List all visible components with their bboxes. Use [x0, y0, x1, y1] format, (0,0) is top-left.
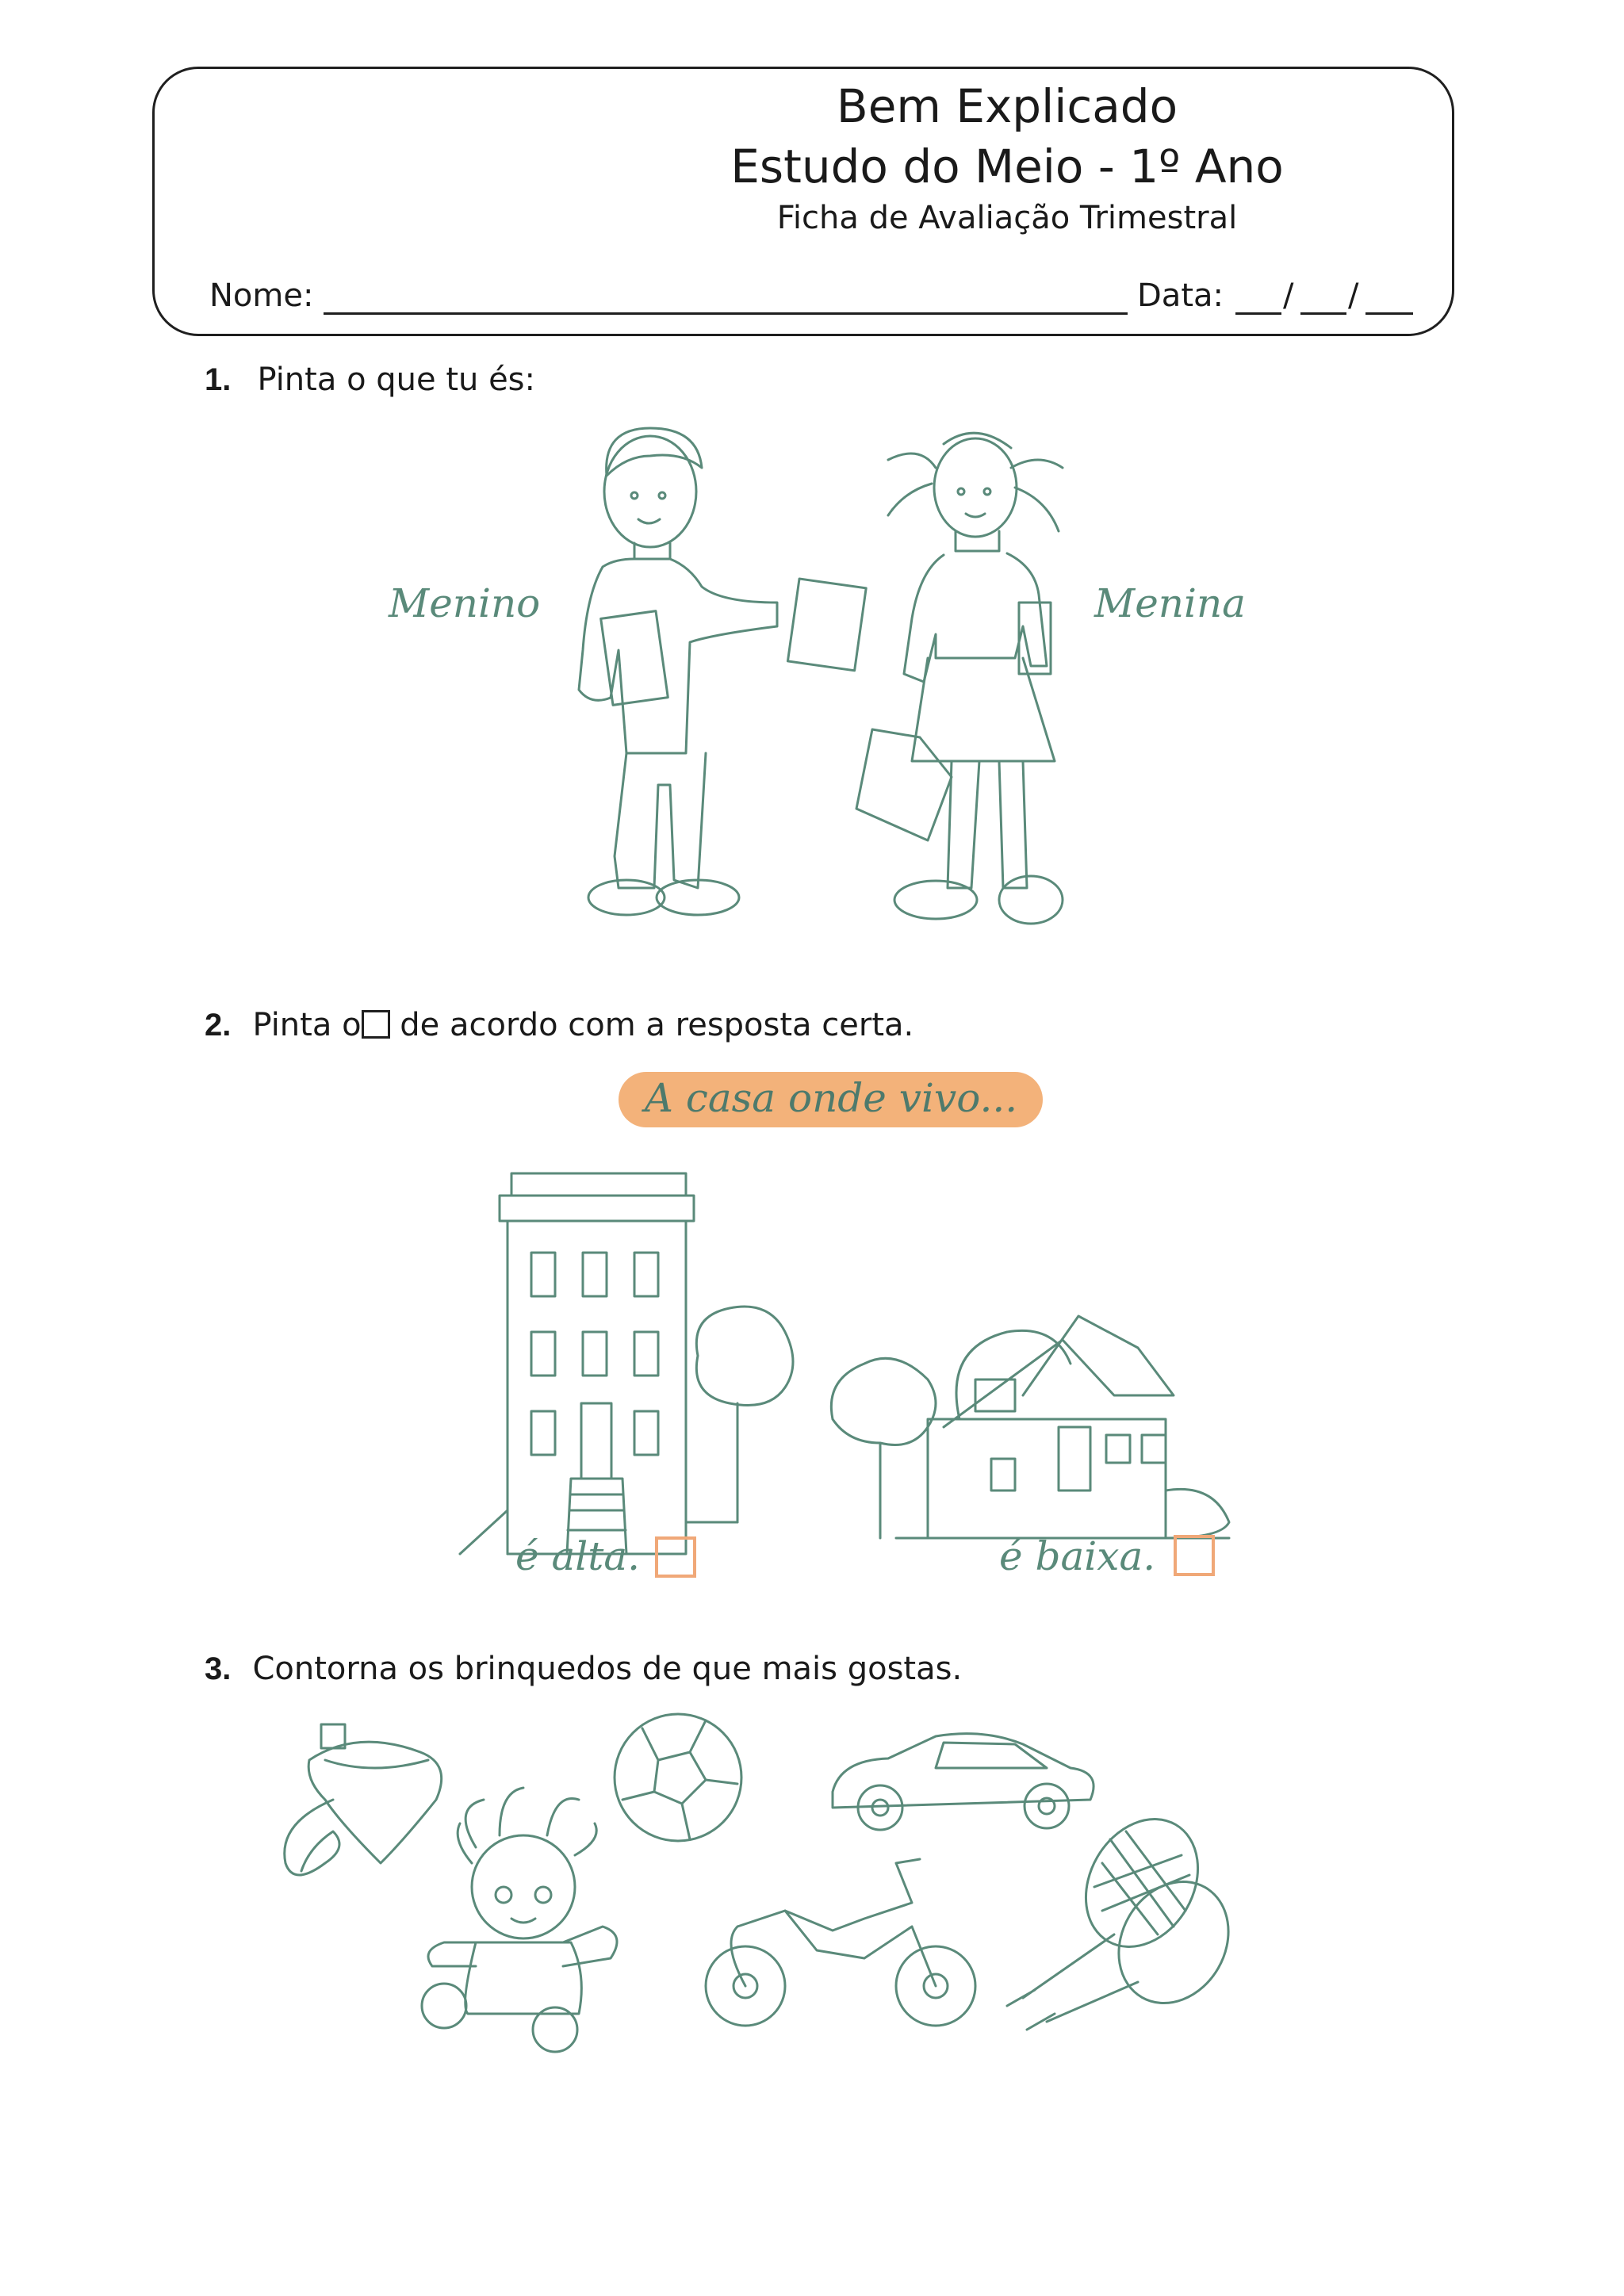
worksheet-title: Bem Explicado — [836, 79, 1178, 133]
question-number: 1. — [205, 362, 232, 397]
girl-figure[interactable] — [856, 433, 1063, 924]
houses-illustration — [452, 1062, 1245, 1601]
option-tall-checkbox[interactable] — [657, 1538, 695, 1576]
banner-text: A casa onde vivo... — [644, 1075, 1018, 1121]
boy-figure[interactable] — [579, 428, 866, 915]
doll-icon[interactable] — [422, 1788, 617, 2052]
tall-building — [460, 1173, 793, 1554]
question-2 — [205, 1007, 914, 1043]
date-year-field[interactable] — [1365, 312, 1413, 315]
boy-label: Menino — [389, 580, 541, 626]
date-label: Data: — [1137, 277, 1224, 314]
girl-label: Menina — [1094, 580, 1246, 626]
question-text: Contorna os brinquedos de que mais gostas. — [252, 1651, 963, 1687]
question-number: 2. — [205, 1008, 232, 1043]
date-separator: / — [1348, 277, 1359, 314]
toys-illustration — [262, 1705, 1261, 2053]
question-number: 3. — [205, 1651, 232, 1686]
question-text: Pinta o que tu és: — [257, 362, 535, 398]
motorcycle-icon[interactable] — [706, 1859, 975, 2026]
ball-icon[interactable] — [615, 1714, 741, 1841]
boy-girl-illustration[interactable] — [365, 412, 1285, 959]
option-tall-text: é alta. — [515, 1533, 641, 1579]
name-field[interactable] — [324, 312, 1128, 315]
tennis-rackets-icon[interactable] — [1007, 1799, 1250, 2030]
form-type: Ficha de Avaliação Trimestral — [776, 200, 1238, 236]
question-text-after: de acordo com a resposta certa. — [389, 1007, 914, 1043]
car-icon[interactable] — [833, 1734, 1094, 1830]
checkbox-icon — [362, 1010, 390, 1039]
option-low-checkbox[interactable] — [1175, 1536, 1213, 1575]
question-1 — [205, 362, 535, 398]
spinning-top-icon[interactable] — [285, 1724, 442, 1875]
low-house — [831, 1316, 1229, 1538]
date-day-field[interactable] — [1235, 312, 1281, 315]
option-low-text: é baixa. — [999, 1533, 1156, 1579]
date-separator: / — [1283, 277, 1294, 314]
question-3 — [205, 1651, 962, 1687]
question-text-before: Pinta o — [252, 1007, 362, 1043]
name-label: Nome: — [209, 277, 314, 314]
date-month-field[interactable] — [1300, 312, 1346, 315]
worksheet-subtitle: Estudo do Meio - 1º Ano — [730, 140, 1284, 193]
